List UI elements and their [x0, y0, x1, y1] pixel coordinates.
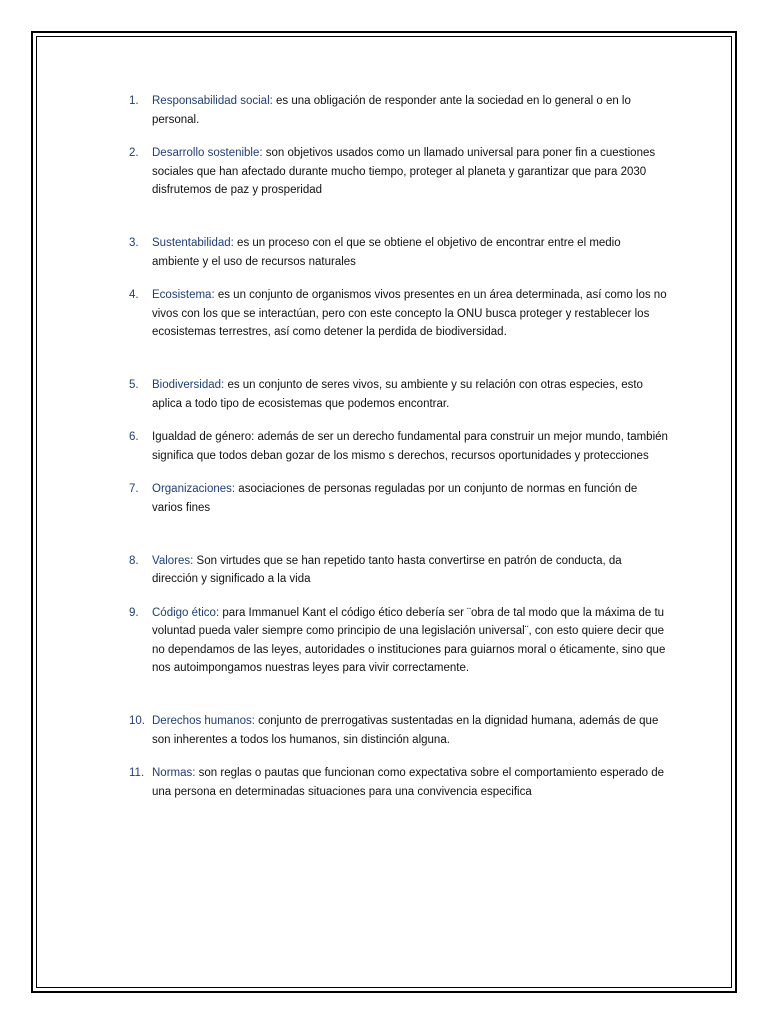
- list-item: [129, 428, 669, 465]
- list-item: [129, 376, 669, 413]
- item-separator: :: [251, 431, 255, 444]
- item-separator: :: [231, 483, 236, 496]
- item-term: Igualdad de género: [152, 431, 252, 444]
- list-item: [129, 144, 669, 200]
- item-number: 2.: [129, 147, 139, 160]
- list-item: [129, 234, 669, 271]
- list-item: [129, 764, 669, 801]
- item-term: Desarrollo sostenible: [152, 147, 260, 160]
- item-number: 8.: [129, 554, 139, 567]
- item-term: Valores: [152, 554, 191, 567]
- item-term: Ecosistema: [152, 289, 212, 302]
- item-term: Normas: [152, 767, 193, 780]
- item-separator: :: [215, 606, 220, 619]
- item-definition: es un conjunto de seres vivos, su ambiente y su relación con otras especies, esto aplica a todo tipo de ecosistemas que podemos encontrar.: [152, 378, 643, 410]
- item-number: 11.: [129, 767, 145, 780]
- item-term: Biodiversidad: [152, 378, 222, 391]
- item-number: 4.: [129, 289, 139, 302]
- item-definition: son reglas o pautas que funcionan como expectativa sobre el comportamiento esperado de una persona en determinadas situaciones para una convivencia especifica: [152, 767, 665, 798]
- item-separator: :: [230, 236, 234, 249]
- item-term: Código ético: [152, 606, 216, 619]
- item-definition: asociaciones de personas reguladas por un conjunto de normas en función de varios fines: [152, 483, 638, 514]
- item-definition: son objetivos usados como un llamado universal para poner fin a cuestiones sociales que han afectado durante mucho tiempo, proteger al planeta y garantizar que para 2030 disfrutemos de paz y prosperidad: [152, 147, 656, 197]
- item-separator: :: [190, 554, 194, 567]
- item-separator: :: [259, 147, 263, 160]
- item-term: Organizaciones: [152, 483, 232, 496]
- item-number: 1.: [129, 95, 139, 107]
- list-item: [129, 286, 669, 342]
- item-separator: :: [192, 767, 196, 780]
- item-definition: para Immanuel Kant el código ético debería ser ¨obra de tal modo que la máxima de tu voluntad pueda valer siempre como principio de una legislación universal¨, con esto quiere decir que no dependamos de las leyes, autoridades o instituciones para guiarnos moral o éticamente, sino que nos autoimpongamos nuestras leyes para vivir correctamente.: [152, 606, 666, 675]
- item-term: Sustentabilidad: [152, 236, 231, 249]
- definitions-list: [129, 92, 669, 801]
- item-term: Derechos humanos: [152, 715, 252, 728]
- list-item: [129, 92, 669, 129]
- item-definition: es un proceso con el que se obtiene el objetivo de encontrar entre el medio ambiente y el uso de recursos naturales: [152, 236, 621, 268]
- item-number: 3.: [129, 236, 139, 249]
- item-separator: :: [269, 95, 273, 107]
- item-definition: Son virtudes que se han repetido tanto hasta convertirse en patrón de conducta, da dirección y significado a la vida: [152, 554, 622, 586]
- item-number: 10.: [129, 715, 145, 728]
- item-term: Responsabilidad social: [152, 95, 270, 107]
- item-definition: conjunto de prerrogativas sustentadas en la dignidad humana, además de que son inherentes a todos los humanos, sin distinción alguna.: [152, 715, 659, 746]
- list-item: [129, 604, 669, 678]
- list-item: [129, 712, 669, 749]
- list-item: [129, 480, 669, 517]
- item-number: 9.: [129, 606, 139, 619]
- item-number: 6.: [129, 431, 139, 444]
- item-number: 7.: [129, 483, 139, 496]
- item-number: 5.: [129, 378, 139, 391]
- item-definition: es un conjunto de organismos vivos presentes en un área determinada, así como los no vivos con los que se interactúan, pero con este concepto la ONU busca proteger y restablecer los ecosistemas terrestres, así como detener la perdida de biodiversidad.: [152, 289, 667, 339]
- item-separator: :: [251, 715, 255, 728]
- list-item: [129, 552, 669, 589]
- item-definition: es una obligación de responder ante la sociedad en lo general o en lo personal.: [152, 95, 631, 126]
- item-separator: :: [211, 289, 215, 302]
- item-definition: además de ser un derecho fundamental para construir un mejor mundo, también significa que todos deban gozar de los mismo s derechos, recursos oportunidades y protecciones: [152, 431, 668, 462]
- item-separator: :: [221, 378, 225, 391]
